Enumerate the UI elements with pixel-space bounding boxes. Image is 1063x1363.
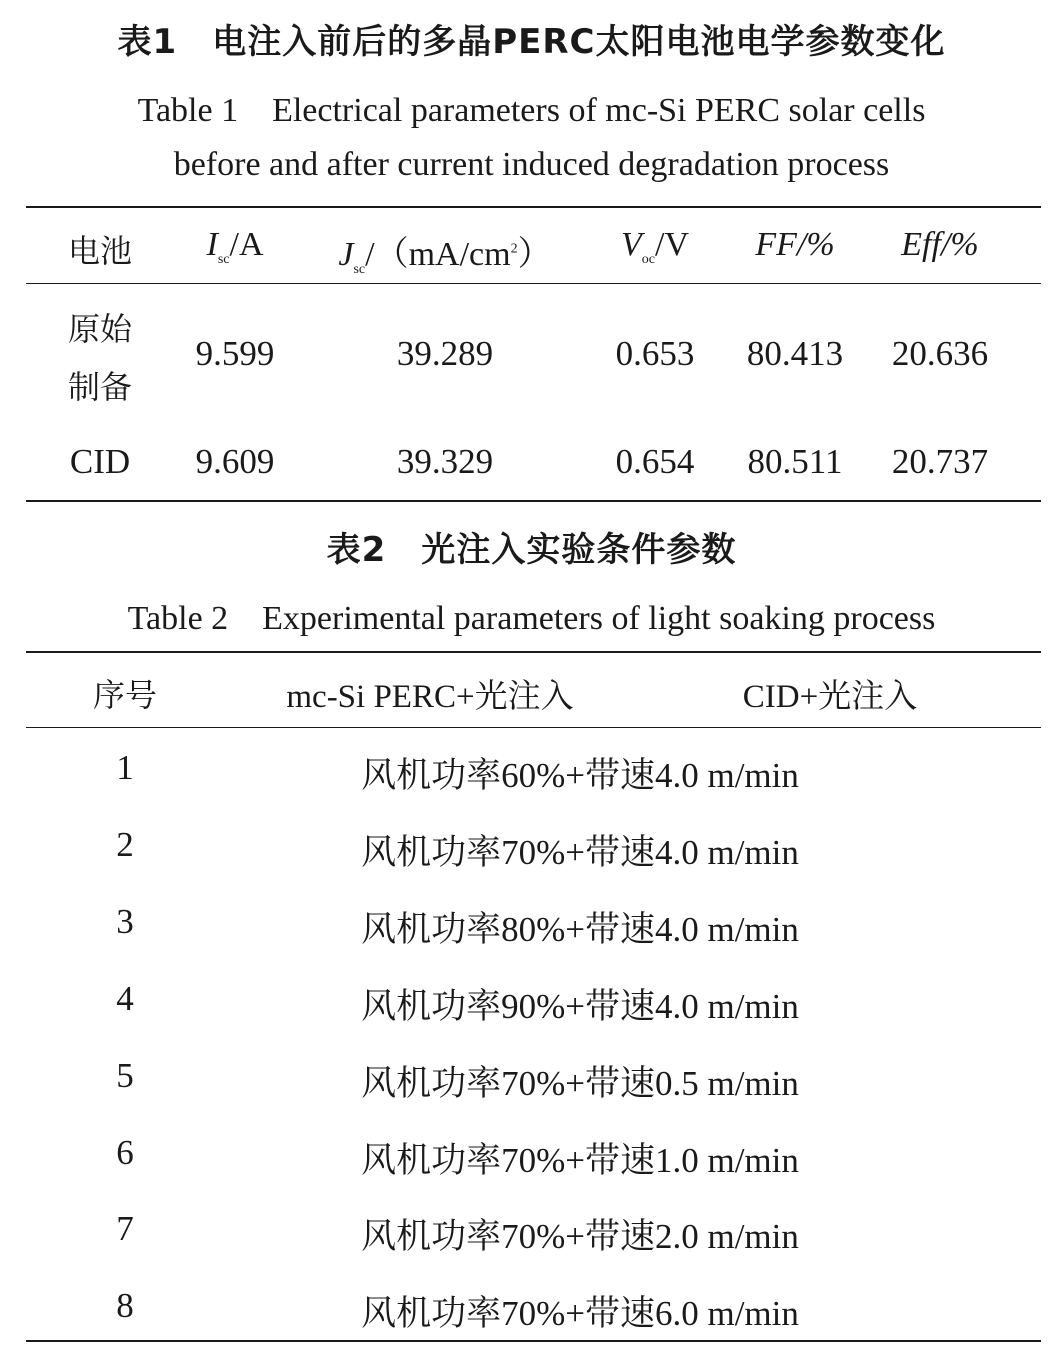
row-condition: 风机功率90%+带速4.0 m/min <box>361 987 799 1026</box>
row-label-line1: 原始 <box>67 310 132 348</box>
row-condition: 风机功率70%+带速2.0 m/min <box>361 1217 799 1256</box>
table1-title-en-line1: Table 1 Electrical parameters of mc-Si PERC solar cells <box>137 92 926 129</box>
table2-header-rule <box>26 727 1041 728</box>
isc-unit: /A <box>229 226 264 263</box>
eff-value: 20.737 <box>891 442 989 481</box>
voc-value: 0.653 <box>615 334 695 373</box>
row-condition: 风机功率70%+带速4.0 m/min <box>361 833 799 872</box>
table1-top-rule <box>26 206 1041 208</box>
row-index: 4 <box>116 979 134 1018</box>
voc-symbol: V <box>621 226 642 263</box>
table1-title-cn: 表1 电注入前后的多晶PERC太阳电池电学参数变化 <box>117 22 946 62</box>
table2-title-en: Table 2 Experimental parameters of light soaking process <box>127 600 936 637</box>
row-condition: 风机功率60%+带速4.0 m/min <box>361 756 799 795</box>
table2-bottom-rule <box>26 1340 1041 1342</box>
isc-value: 9.599 <box>195 334 275 373</box>
jsc-subscript: sc <box>353 261 366 277</box>
row-index: 5 <box>116 1056 134 1095</box>
row-index: 1 <box>116 748 134 787</box>
row-condition: 风机功率70%+带速1.0 m/min <box>361 1141 799 1180</box>
row-condition: 风机功率70%+带速6.0 m/min <box>361 1294 799 1333</box>
row-index: 7 <box>116 1209 134 1248</box>
isc-symbol: I <box>206 226 218 263</box>
ff-value: 80.413 <box>746 334 844 373</box>
header-index: 序号 <box>92 676 157 714</box>
table1-title-en-line2: before and after current induced degradation process <box>173 146 890 183</box>
jsc-superscript: 2 <box>510 241 518 257</box>
jsc-unit: /（mA/cm <box>365 236 511 273</box>
table2-top-rule <box>26 651 1041 653</box>
header-jsc <box>330 226 560 278</box>
header-cell: 电池 <box>67 232 132 270</box>
row-index: 3 <box>116 902 134 941</box>
table2-title-cn: 表2 光注入实验条件参数 <box>326 530 737 570</box>
isc-value: 9.609 <box>195 442 275 481</box>
row-condition: 风机功率70%+带速0.5 m/min <box>361 1064 799 1103</box>
row-index: 6 <box>116 1133 134 1172</box>
row-label: CID <box>69 442 131 481</box>
voc-value: 0.654 <box>615 442 695 481</box>
jsc-symbol: J <box>338 236 354 273</box>
ff-value: 80.511 <box>747 442 843 481</box>
header-cid: CID+光注入 <box>742 679 918 715</box>
table1-bottom-rule <box>26 500 1041 502</box>
row-index: 8 <box>116 1286 134 1325</box>
jsc-value: 39.329 <box>396 442 494 481</box>
jsc-value: 39.289 <box>396 334 494 373</box>
voc-subscript: oc <box>641 251 655 267</box>
row-label-line2: 制备 <box>67 368 132 406</box>
header-eff: Eff/% <box>901 226 979 263</box>
row-condition: 风机功率80%+带速4.0 m/min <box>361 910 799 949</box>
header-ff: FF/% <box>755 226 835 263</box>
table1-header-rule <box>26 283 1041 284</box>
voc-unit: /V <box>655 226 689 263</box>
header-voc <box>600 226 710 268</box>
eff-value: 20.636 <box>891 334 989 373</box>
row-index: 2 <box>116 825 134 864</box>
header-mc-si: mc-Si PERC+光注入 <box>286 679 574 715</box>
isc-subscript: sc <box>217 251 230 267</box>
header-isc <box>180 226 290 268</box>
jsc-close: ） <box>517 236 552 273</box>
